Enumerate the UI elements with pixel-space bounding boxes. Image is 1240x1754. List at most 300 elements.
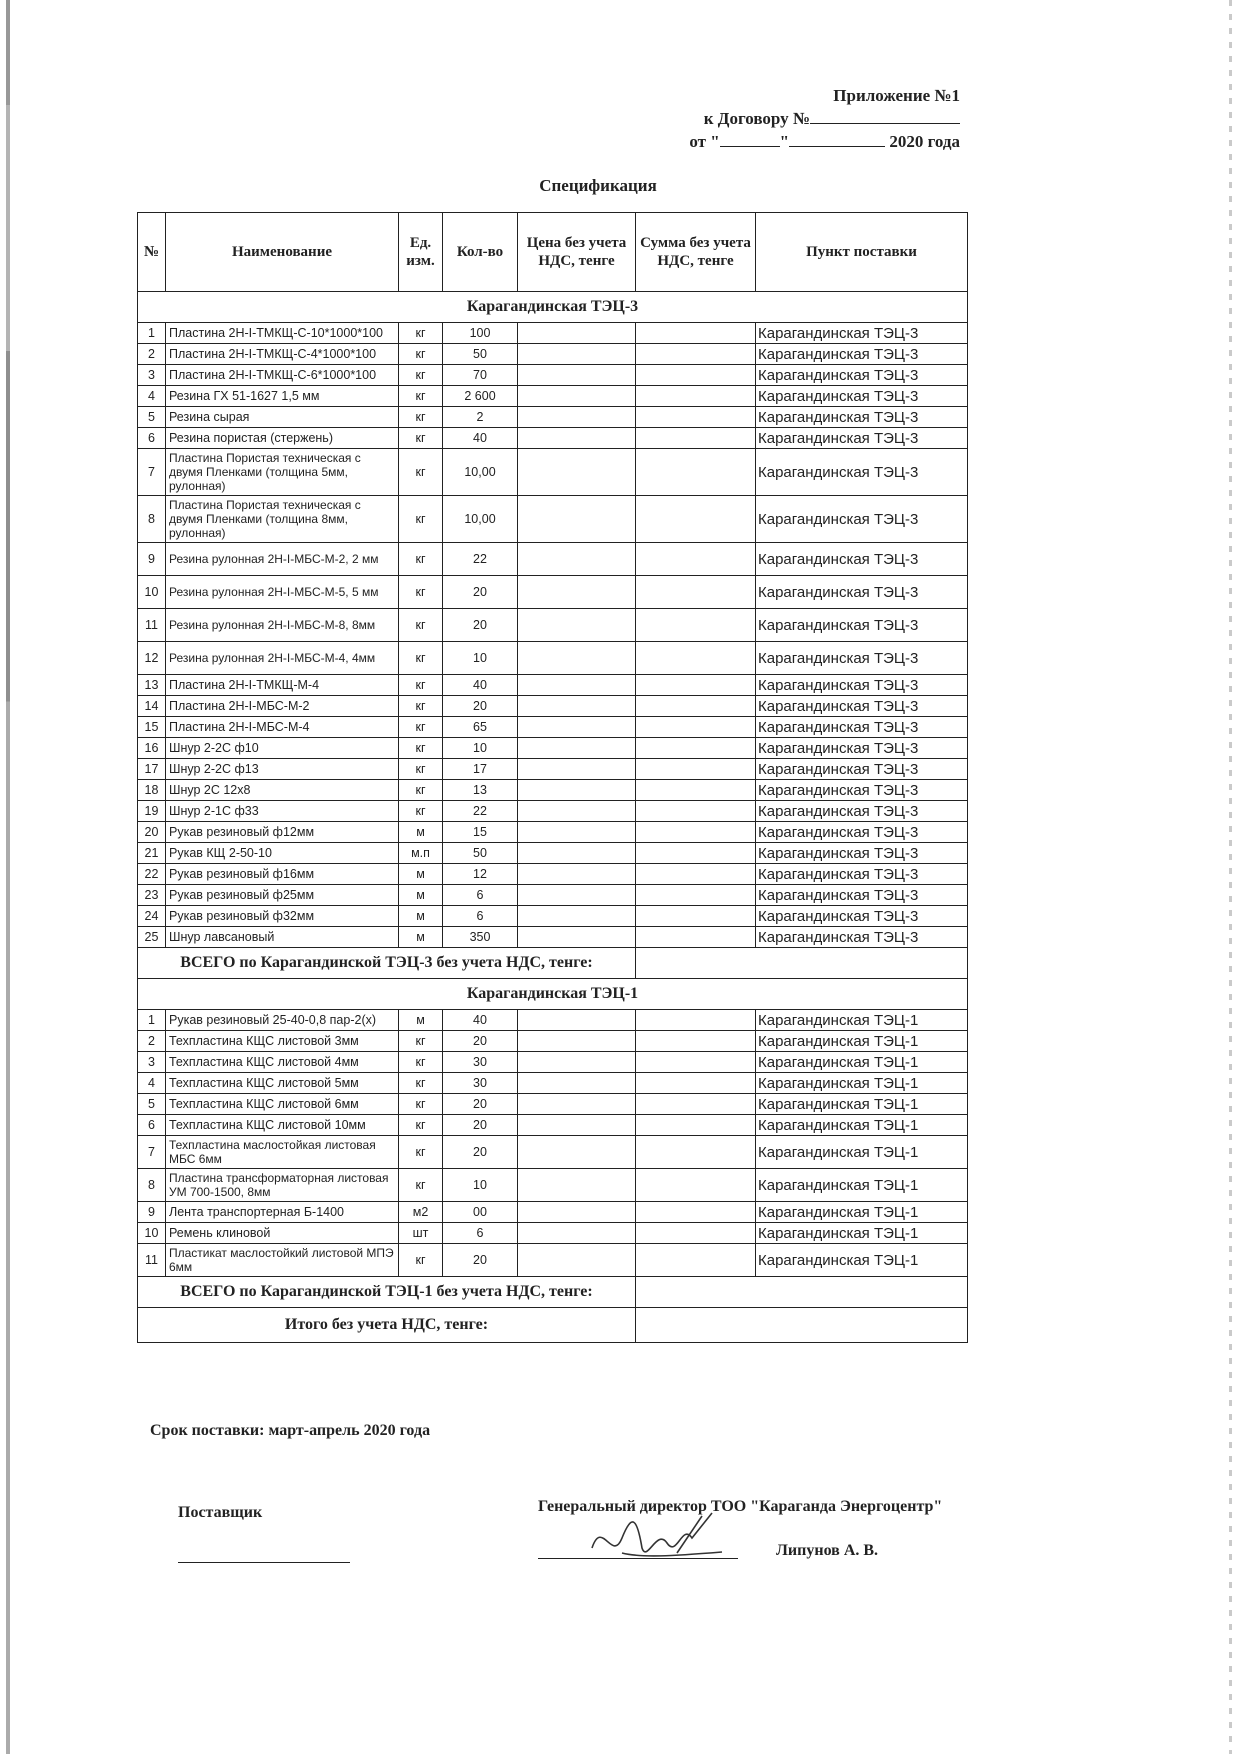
item-sum-cell <box>636 1223 756 1244</box>
item-quantity: 15 <box>443 822 518 843</box>
item-quantity: 20 <box>443 1244 518 1277</box>
delivery-point: Карагандинская ТЭЦ-1 <box>756 1169 968 1202</box>
item-quantity: 350 <box>443 927 518 948</box>
item-sum-cell <box>636 864 756 885</box>
item-sum-cell <box>636 1202 756 1223</box>
item-unit: кг <box>399 1244 443 1277</box>
item-sum-cell <box>636 1010 756 1031</box>
table-row <box>138 1136 968 1169</box>
table-row <box>138 696 968 717</box>
item-unit: кг <box>399 738 443 759</box>
item-name: Резина рулонная 2Н-I-МБС-М-5, 5 мм <box>166 576 399 609</box>
item-unit: м <box>399 864 443 885</box>
director-name: Липунов А. В. <box>776 1542 879 1559</box>
contract-line <box>689 107 960 130</box>
row-number: 3 <box>138 1052 166 1073</box>
row-number: 24 <box>138 906 166 927</box>
item-quantity: 6 <box>443 885 518 906</box>
row-number: 14 <box>138 696 166 717</box>
supplier-signature-line <box>178 1562 350 1563</box>
item-name: Пластикат маслостойкий листовой МПЭ 6мм <box>166 1244 399 1277</box>
row-number: 11 <box>138 1244 166 1277</box>
row-number: 1 <box>138 1010 166 1031</box>
appendix-label: Приложение №1 <box>833 86 960 105</box>
item-price-cell <box>518 1031 636 1052</box>
row-number: 1 <box>138 323 166 344</box>
item-price-cell <box>518 1073 636 1094</box>
item-price-cell <box>518 885 636 906</box>
row-number: 17 <box>138 759 166 780</box>
item-price-cell <box>518 696 636 717</box>
item-name: Лента транспортерная Б-1400 <box>166 1202 399 1223</box>
delivery-term: Срок поставки: март-апрель 2020 года <box>150 1422 431 1439</box>
table-row <box>138 1073 968 1094</box>
item-quantity: 70 <box>443 365 518 386</box>
item-price-cell <box>518 609 636 642</box>
scan-edge-right <box>1229 0 1232 1754</box>
grand-total-label: Итого без учета НДС, тенге: <box>138 1308 636 1343</box>
item-sum-cell <box>636 1244 756 1277</box>
item-price-cell <box>518 1223 636 1244</box>
row-number: 2 <box>138 1031 166 1052</box>
item-price-cell <box>518 323 636 344</box>
item-price-cell <box>518 717 636 738</box>
item-unit: м.п <box>399 843 443 864</box>
row-number: 10 <box>138 1223 166 1244</box>
item-quantity: 20 <box>443 1094 518 1115</box>
item-unit: кг <box>399 365 443 386</box>
item-name: Шнур 2-2С ф13 <box>166 759 399 780</box>
date-day-blank <box>720 146 780 147</box>
delivery-point: Карагандинская ТЭЦ-3 <box>756 428 968 449</box>
item-unit: кг <box>399 1136 443 1169</box>
item-name: Техпластина КЩС листовой 3мм <box>166 1031 399 1052</box>
row-number: 18 <box>138 780 166 801</box>
header-price: Цена без учета НДС, тенге <box>518 213 636 292</box>
item-sum-cell <box>636 428 756 449</box>
item-quantity: 40 <box>443 428 518 449</box>
item-sum-cell <box>636 386 756 407</box>
row-number: 7 <box>138 1136 166 1169</box>
item-name: Резина рулонная 2Н-I-МБС-М-2, 2 мм <box>166 543 399 576</box>
item-quantity: 10,00 <box>443 449 518 496</box>
item-unit: кг <box>399 759 443 780</box>
table-row <box>138 344 968 365</box>
item-name: Пластина Пористая техническая с двумя Пленками (толщина 8мм, рулонная) <box>166 496 399 543</box>
item-sum-cell <box>636 927 756 948</box>
date-month-blank <box>789 146 885 147</box>
item-quantity: 10,00 <box>443 496 518 543</box>
item-name: Техпластина КЩС листовой 5мм <box>166 1073 399 1094</box>
row-number: 25 <box>138 927 166 948</box>
table-row <box>138 449 968 496</box>
item-quantity: 20 <box>443 609 518 642</box>
row-number: 6 <box>138 1115 166 1136</box>
table-row <box>138 822 968 843</box>
table-header-row <box>138 213 968 292</box>
row-number: 23 <box>138 885 166 906</box>
row-number: 4 <box>138 1073 166 1094</box>
row-number: 5 <box>138 1094 166 1115</box>
item-price-cell <box>518 344 636 365</box>
item-unit: кг <box>399 1052 443 1073</box>
item-price-cell <box>518 1052 636 1073</box>
item-price-cell <box>518 843 636 864</box>
item-price-cell <box>518 1136 636 1169</box>
item-price-cell <box>518 1169 636 1202</box>
item-sum-cell <box>636 609 756 642</box>
item-price-cell <box>518 1244 636 1277</box>
table-row <box>138 576 968 609</box>
delivery-point: Карагандинская ТЭЦ-3 <box>756 344 968 365</box>
item-name: Пластина 2Н-I-МБС-М-2 <box>166 696 399 717</box>
item-quantity: 50 <box>443 843 518 864</box>
item-name: Рукав резиновый ф32мм <box>166 906 399 927</box>
section-title-row <box>138 979 968 1010</box>
item-unit: м <box>399 885 443 906</box>
table-row <box>138 885 968 906</box>
delivery-point: Карагандинская ТЭЦ-1 <box>756 1202 968 1223</box>
item-price-cell <box>518 906 636 927</box>
item-name: Рукав резиновый 25-40-0,8 пар-2(х) <box>166 1010 399 1031</box>
item-quantity: 17 <box>443 759 518 780</box>
document-title: Спецификация <box>539 176 657 195</box>
delivery-point: Карагандинская ТЭЦ-1 <box>756 1136 968 1169</box>
item-price-cell <box>518 1115 636 1136</box>
delivery-point: Карагандинская ТЭЦ-3 <box>756 407 968 428</box>
item-unit: шт <box>399 1223 443 1244</box>
delivery-point: Карагандинская ТЭЦ-3 <box>756 642 968 675</box>
table-row <box>138 927 968 948</box>
delivery-point: Карагандинская ТЭЦ-3 <box>756 323 968 344</box>
delivery-point: Карагандинская ТЭЦ-1 <box>756 1115 968 1136</box>
item-sum-cell <box>636 1031 756 1052</box>
item-price-cell <box>518 801 636 822</box>
row-number: 2 <box>138 344 166 365</box>
table-row <box>138 906 968 927</box>
table-row <box>138 407 968 428</box>
item-sum-cell <box>636 675 756 696</box>
row-number: 20 <box>138 822 166 843</box>
item-price-cell <box>518 365 636 386</box>
item-quantity: 20 <box>443 1031 518 1052</box>
item-price-cell <box>518 864 636 885</box>
delivery-point: Карагандинская ТЭЦ-3 <box>756 609 968 642</box>
item-name: Пластина 2Н-I-ТМКЩ-М-4 <box>166 675 399 696</box>
delivery-point: Карагандинская ТЭЦ-1 <box>756 1010 968 1031</box>
item-unit: м2 <box>399 1202 443 1223</box>
section-total-row <box>138 948 968 979</box>
date-line <box>689 130 960 153</box>
row-number: 9 <box>138 1202 166 1223</box>
delivery-point: Карагандинская ТЭЦ-3 <box>756 696 968 717</box>
item-price-cell <box>518 543 636 576</box>
table-row <box>138 738 968 759</box>
item-unit: м <box>399 927 443 948</box>
item-name: Шнур лавсановый <box>166 927 399 948</box>
item-quantity: 30 <box>443 1073 518 1094</box>
table-row <box>138 1031 968 1052</box>
item-price-cell <box>518 738 636 759</box>
item-name: Пластина 2Н-I-ТМКЩ-С-10*1000*100 <box>166 323 399 344</box>
header-qty: Кол-во <box>443 213 518 292</box>
item-quantity: 50 <box>443 344 518 365</box>
table-row <box>138 609 968 642</box>
table-row <box>138 843 968 864</box>
row-number: 16 <box>138 738 166 759</box>
item-name: Техпластина КЩС листовой 6мм <box>166 1094 399 1115</box>
item-unit: кг <box>399 780 443 801</box>
item-quantity: 100 <box>443 323 518 344</box>
item-sum-cell <box>636 407 756 428</box>
item-unit: кг <box>399 576 443 609</box>
delivery-point: Карагандинская ТЭЦ-3 <box>756 822 968 843</box>
contract-prefix: к Договору № <box>703 109 810 128</box>
section-total-row <box>138 1277 968 1308</box>
item-sum-cell <box>636 1052 756 1073</box>
delivery-point: Карагандинская ТЭЦ-3 <box>756 496 968 543</box>
item-unit: кг <box>399 696 443 717</box>
item-sum-cell <box>636 1115 756 1136</box>
item-name: Ремень клиновой <box>166 1223 399 1244</box>
section-total-value <box>636 948 968 979</box>
item-name: Резина ГХ 51-1627 1,5 мм <box>166 386 399 407</box>
item-price-cell <box>518 780 636 801</box>
item-sum-cell <box>636 822 756 843</box>
supplier-label: Поставщик <box>178 1504 263 1521</box>
item-price-cell <box>518 759 636 780</box>
item-name: Рукав КЩ 2-50-10 <box>166 843 399 864</box>
item-price-cell <box>518 428 636 449</box>
row-number: 15 <box>138 717 166 738</box>
delivery-point: Карагандинская ТЭЦ-3 <box>756 386 968 407</box>
table-row <box>138 1010 968 1031</box>
section-title: Карагандинская ТЭЦ-1 <box>138 979 968 1010</box>
table-row <box>138 717 968 738</box>
item-name: Пластина трансформаторная листовая УМ 700-1500, 8мм <box>166 1169 399 1202</box>
table-body <box>138 292 968 1343</box>
row-number: 8 <box>138 1169 166 1202</box>
delivery-point: Карагандинская ТЭЦ-3 <box>756 449 968 496</box>
delivery-point: Карагандинская ТЭЦ-3 <box>756 885 968 906</box>
table-row <box>138 780 968 801</box>
item-name: Пластина 2Н-I-ТМКЩ-С-6*1000*100 <box>166 365 399 386</box>
item-unit: кг <box>399 609 443 642</box>
item-name: Шнур 2-1С ф33 <box>166 801 399 822</box>
delivery-point: Карагандинская ТЭЦ-3 <box>756 675 968 696</box>
item-quantity: 10 <box>443 642 518 675</box>
item-name: Шнур 2-2С ф10 <box>166 738 399 759</box>
item-sum-cell <box>636 1136 756 1169</box>
item-unit: кг <box>399 428 443 449</box>
table-row <box>138 543 968 576</box>
item-name: Пластина Пористая техническая с двумя Пленками (толщина 5мм, рулонная) <box>166 449 399 496</box>
table-row <box>138 801 968 822</box>
section-total-value <box>636 1277 968 1308</box>
item-unit: кг <box>399 642 443 675</box>
item-name: Рукав резиновый ф25мм <box>166 885 399 906</box>
table-row <box>138 759 968 780</box>
header-name: Наименование <box>166 213 399 292</box>
item-sum-cell <box>636 1073 756 1094</box>
table-row <box>138 365 968 386</box>
row-number: 22 <box>138 864 166 885</box>
table-row <box>138 386 968 407</box>
item-price-cell <box>518 449 636 496</box>
table-row <box>138 1052 968 1073</box>
date-mid: " <box>779 132 790 151</box>
item-unit: кг <box>399 344 443 365</box>
item-quantity: 10 <box>443 738 518 759</box>
item-sum-cell <box>636 801 756 822</box>
item-sum-cell <box>636 496 756 543</box>
item-unit: м <box>399 906 443 927</box>
item-price-cell <box>518 1202 636 1223</box>
item-quantity: 12 <box>443 864 518 885</box>
grand-total-value <box>636 1308 968 1343</box>
item-unit: кг <box>399 1094 443 1115</box>
row-number: 12 <box>138 642 166 675</box>
header-sum: Сумма без учета НДС, тенге <box>636 213 756 292</box>
item-sum-cell <box>636 738 756 759</box>
item-sum-cell <box>636 780 756 801</box>
delivery-point: Карагандинская ТЭЦ-3 <box>756 738 968 759</box>
table-row <box>138 1223 968 1244</box>
table-row <box>138 496 968 543</box>
delivery-point: Карагандинская ТЭЦ-3 <box>756 906 968 927</box>
item-name: Пластина 2Н-I-ТМКЩ-С-4*1000*100 <box>166 344 399 365</box>
item-unit: кг <box>399 543 443 576</box>
item-sum-cell <box>636 696 756 717</box>
item-name: Техпластина КЩС листовой 4мм <box>166 1052 399 1073</box>
row-number: 8 <box>138 496 166 543</box>
item-sum-cell <box>636 576 756 609</box>
item-unit: м <box>399 1010 443 1031</box>
item-price-cell <box>518 927 636 948</box>
item-quantity: 20 <box>443 1115 518 1136</box>
table-row <box>138 1094 968 1115</box>
appendix-header <box>689 84 960 153</box>
item-quantity: 30 <box>443 1052 518 1073</box>
table-row <box>138 864 968 885</box>
item-sum-cell <box>636 717 756 738</box>
item-unit: кг <box>399 1115 443 1136</box>
row-number: 4 <box>138 386 166 407</box>
item-quantity: 65 <box>443 717 518 738</box>
item-quantity: 6 <box>443 906 518 927</box>
delivery-point: Карагандинская ТЭЦ-3 <box>756 543 968 576</box>
item-name: Резина рулонная 2Н-I-МБС-М-4, 4мм <box>166 642 399 675</box>
delivery-point: Карагандинская ТЭЦ-3 <box>756 843 968 864</box>
item-sum-cell <box>636 365 756 386</box>
document-title-wrap <box>0 176 1240 196</box>
row-number: 3 <box>138 365 166 386</box>
item-sum-cell <box>636 344 756 365</box>
item-name: Резина сырая <box>166 407 399 428</box>
item-unit: кг <box>399 407 443 428</box>
delivery-point: Карагандинская ТЭЦ-1 <box>756 1031 968 1052</box>
item-quantity: 40 <box>443 675 518 696</box>
delivery-point: Карагандинская ТЭЦ-1 <box>756 1073 968 1094</box>
row-number: 6 <box>138 428 166 449</box>
scan-edge-left <box>6 0 10 1754</box>
item-quantity: 40 <box>443 1010 518 1031</box>
table-row <box>138 428 968 449</box>
table-row <box>138 642 968 675</box>
delivery-point: Карагандинская ТЭЦ-3 <box>756 864 968 885</box>
row-number: 21 <box>138 843 166 864</box>
delivery-point: Карагандинская ТЭЦ-3 <box>756 759 968 780</box>
item-quantity: 2 600 <box>443 386 518 407</box>
delivery-point: Карагандинская ТЭЦ-1 <box>756 1094 968 1115</box>
item-unit: кг <box>399 496 443 543</box>
item-sum-cell <box>636 843 756 864</box>
item-price-cell <box>518 496 636 543</box>
header-point: Пункт поставки <box>756 213 968 292</box>
delivery-point: Карагандинская ТЭЦ-1 <box>756 1223 968 1244</box>
item-name: Резина рулонная 2Н-I-МБС-М-8, 8мм <box>166 609 399 642</box>
section-total-label: ВСЕГО по Карагандинской ТЭЦ-1 без учета НДС, тенге: <box>138 1277 636 1308</box>
item-name: Техпластина маслостойкая листовая МБС 6мм <box>166 1136 399 1169</box>
item-price-cell <box>518 386 636 407</box>
item-unit: кг <box>399 675 443 696</box>
delivery-point: Карагандинская ТЭЦ-3 <box>756 780 968 801</box>
item-unit: кг <box>399 1031 443 1052</box>
item-quantity: 13 <box>443 780 518 801</box>
header-num: № <box>138 213 166 292</box>
row-number: 13 <box>138 675 166 696</box>
specification-table <box>137 212 968 1343</box>
item-unit: кг <box>399 323 443 344</box>
item-quantity: 20 <box>443 696 518 717</box>
row-number: 7 <box>138 449 166 496</box>
row-number: 5 <box>138 407 166 428</box>
item-quantity: 2 <box>443 407 518 428</box>
table-row <box>138 1244 968 1277</box>
item-name: Резина пористая (стержень) <box>166 428 399 449</box>
row-number: 11 <box>138 609 166 642</box>
item-unit: кг <box>399 717 443 738</box>
item-name: Рукав резиновый ф12мм <box>166 822 399 843</box>
delivery-point: Карагандинская ТЭЦ-3 <box>756 927 968 948</box>
handwritten-signature <box>582 1508 732 1568</box>
item-sum-cell <box>636 759 756 780</box>
item-unit: кг <box>399 801 443 822</box>
table-row <box>138 323 968 344</box>
delivery-point: Карагандинская ТЭЦ-1 <box>756 1052 968 1073</box>
item-quantity: 00 <box>443 1202 518 1223</box>
table-row <box>138 1202 968 1223</box>
item-unit: м <box>399 822 443 843</box>
date-suffix: 2020 года <box>889 132 960 151</box>
item-quantity: 20 <box>443 576 518 609</box>
item-quantity: 20 <box>443 1136 518 1169</box>
section-title-row <box>138 292 968 323</box>
item-sum-cell <box>636 323 756 344</box>
item-sum-cell <box>636 906 756 927</box>
director-title: Генеральный директор ТОО "Караганда Энергоцентр" <box>538 1498 943 1515</box>
contract-number-blank <box>810 123 960 124</box>
date-prefix: от " <box>689 132 720 151</box>
item-name: Пластина 2Н-I-МБС-М-4 <box>166 717 399 738</box>
delivery-point: Карагандинская ТЭЦ-3 <box>756 717 968 738</box>
delivery-point: Карагандинская ТЭЦ-3 <box>756 801 968 822</box>
item-unit: кг <box>399 1073 443 1094</box>
item-quantity: 10 <box>443 1169 518 1202</box>
row-number: 10 <box>138 576 166 609</box>
director-signature-line <box>538 1558 738 1559</box>
section-title: Карагандинская ТЭЦ-3 <box>138 292 968 323</box>
